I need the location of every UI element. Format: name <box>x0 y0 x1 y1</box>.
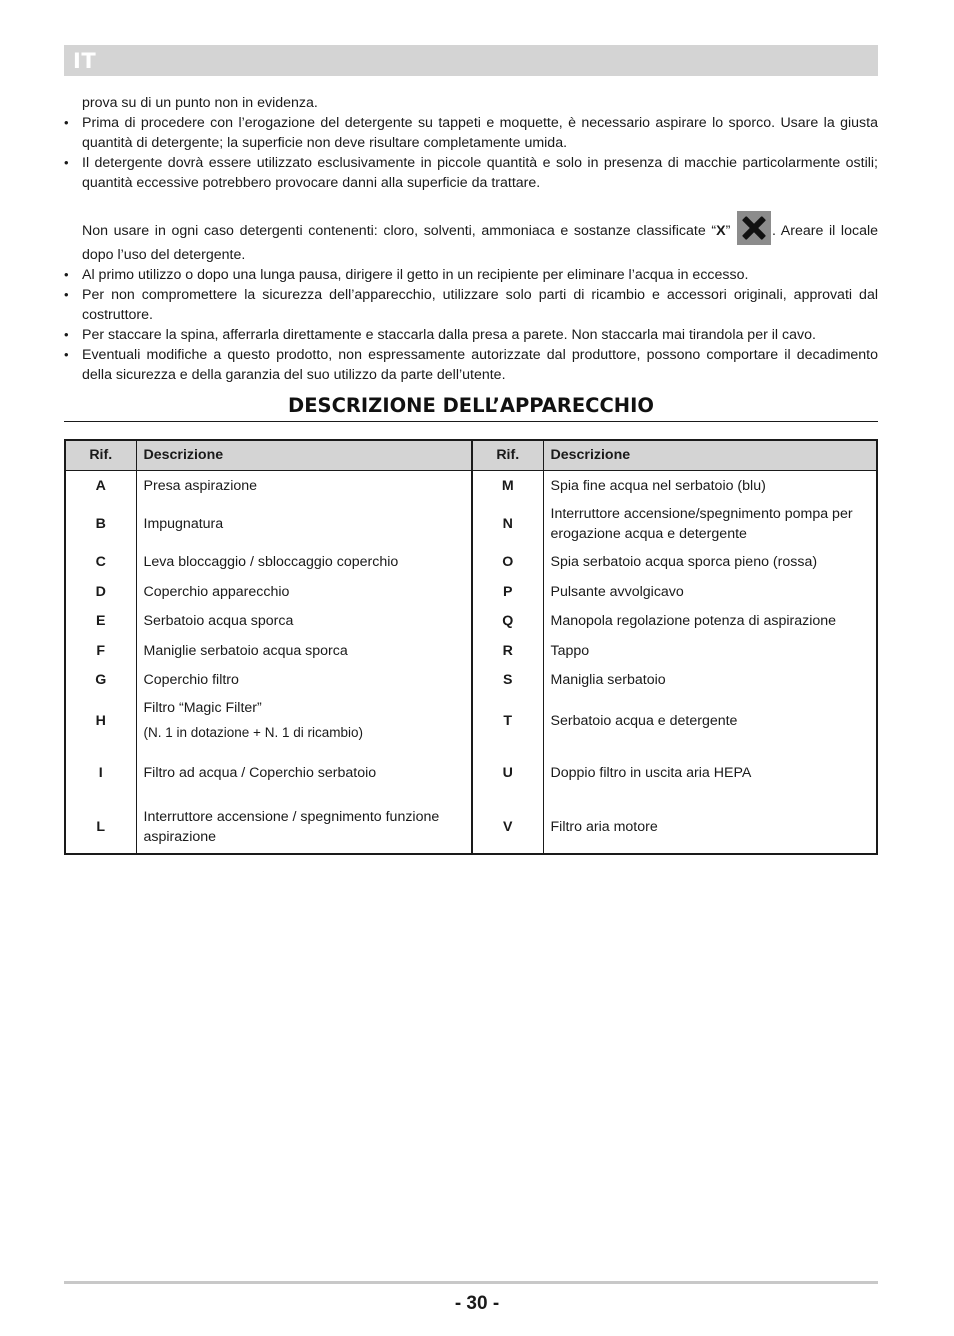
part-description: Serbatoio acqua e detergente <box>550 712 738 729</box>
part-description: Filtro ad acqua / Coperchio serbatoio <box>143 765 377 781</box>
table-row <box>65 665 877 695</box>
part-ref: O <box>472 547 543 577</box>
table-row <box>65 746 877 800</box>
part-ref: C <box>65 547 136 577</box>
part-description: Manopola regolazione potenza di aspirazione <box>550 613 837 629</box>
table-header-row <box>65 440 877 470</box>
part-description-cell <box>136 501 472 547</box>
part-ref: F <box>65 636 136 665</box>
part-note: (N. 1 in dotazione + N. 1 di ricambio) <box>143 725 363 740</box>
part-description-cell <box>136 636 472 665</box>
table-row <box>65 695 877 746</box>
warning-text-end: . Areare il locale dopo l’uso del detergente. <box>82 223 878 263</box>
part-description: Interruttore accensione/spegnimento pompa per erogazione acqua e detergente <box>550 506 853 542</box>
part-description: Pulsante avvolgicavo <box>550 583 684 600</box>
part-description: Maniglia serbatoio <box>550 672 666 688</box>
list-item: • Per staccare la spina, afferrarla direttamente e staccarla dalla presa a parete. Non staccarla mai tirandola per il cavo. <box>64 325 878 345</box>
part-ref: P <box>472 577 543 606</box>
column-header-ref: Rif. <box>65 440 136 470</box>
part-description: Spia fine acqua nel serbatoio (blu) <box>550 477 766 494</box>
harmful-x-icon <box>737 211 771 245</box>
part-description-cell <box>136 606 472 636</box>
part-description-cell <box>136 577 472 606</box>
part-ref: T <box>472 695 543 746</box>
column-header-description: Descrizione <box>543 440 877 470</box>
table-row <box>65 800 877 854</box>
part-description: Filtro “Magic Filter” <box>143 700 262 716</box>
continuation-text: prova su di un punto non in evidenza. <box>82 95 318 111</box>
section-title: DESCRIZIONE DELL’APPARECCHIO <box>64 393 878 422</box>
part-ref: R <box>472 636 543 665</box>
part-description: Maniglie serbatoio acqua sporca <box>143 642 348 659</box>
language-header-bar <box>64 45 878 76</box>
part-ref: I <box>65 746 136 800</box>
part-description-cell <box>136 800 472 854</box>
part-ref: M <box>472 470 543 501</box>
part-description: Filtro aria motore <box>550 818 658 835</box>
hazard-letter: X <box>716 223 726 239</box>
table-row <box>65 636 877 665</box>
part-ref: D <box>65 577 136 606</box>
part-description: Spia serbatoio acqua sporca pieno (rossa) <box>550 554 818 570</box>
warning-text: Non usare in ogni caso detergenti contenenti: cloro, solventi, ammoniaca e sostanze classificate “ <box>82 223 717 239</box>
part-description-cell <box>136 547 472 577</box>
page-number: - 30 - <box>454 1293 500 1314</box>
list-item-text: Il detergente dovrà essere utilizzato esclusivamente in piccole quantità e solo in presenza di macchie particolarmente ostili; quantità eccessive potrebbero provocare danni alla superficie da trattare. <box>82 155 878 191</box>
part-description: Impugnatura <box>143 516 224 532</box>
part-ref: N <box>472 501 543 547</box>
part-description-cell <box>136 470 472 501</box>
part-description-cell <box>136 665 472 695</box>
part-ref: B <box>65 501 136 547</box>
table-row <box>65 577 877 606</box>
parts-description-table <box>64 439 878 855</box>
part-description: Tappo <box>550 642 590 659</box>
part-ref: U <box>472 746 543 800</box>
language-code: IT <box>73 49 97 73</box>
part-ref: Q <box>472 606 543 636</box>
part-description-cell <box>136 746 472 800</box>
list-item: • Al primo utilizzo o dopo una lunga pausa, dirigere il getto in un recipiente per eliminare l’acqua in eccesso. <box>64 265 878 285</box>
footer-divider <box>64 1281 878 1284</box>
table-row <box>65 606 877 636</box>
part-description-cell <box>136 695 472 746</box>
part-ref: V <box>472 800 543 854</box>
list-item: • Per non compromettere la sicurezza dell’apparecchio, utilizzare solo parti di ricambio e accessori originali, approvati dal costruttore. <box>64 285 878 325</box>
part-ref: H <box>65 695 136 746</box>
list-item: • Prima di procedere con l’erogazione del detergente su tappeti e moquette, è necessario aspirare lo sporco. Usare la giusta quantità di detergente; la superficie non deve risultare completamente umida. <box>64 113 878 153</box>
table-row <box>65 470 877 501</box>
list-item: • Eventuali modifiche a questo prodotto, non espressamente autorizzate dal produttore, possono comportare il decadimento della sicurezza e della garanzia del suo utilizzo da parte dell’utente. <box>64 345 878 385</box>
table-row <box>65 501 877 547</box>
part-description: Leva bloccaggio / sbloccaggio coperchio <box>143 554 399 570</box>
part-description: Interruttore accensione / spegnimento funzione aspirazione <box>143 808 440 845</box>
part-description: Doppio filtro in uscita aria HEPA <box>550 765 752 781</box>
column-header-description: Descrizione <box>136 440 472 470</box>
safety-instructions <box>64 93 878 385</box>
column-header-ref: Rif. <box>472 440 543 470</box>
part-ref: L <box>65 800 136 854</box>
part-description: Serbatoio acqua sporca <box>143 613 294 629</box>
part-ref: A <box>65 470 136 501</box>
table-row <box>65 547 877 577</box>
part-ref: S <box>472 665 543 695</box>
instruction-list <box>64 113 878 385</box>
part-description: Coperchio filtro <box>143 672 239 688</box>
part-ref: E <box>65 606 136 636</box>
part-ref: G <box>65 665 136 695</box>
part-description: Coperchio apparecchio <box>143 583 290 600</box>
part-description: Presa aspirazione <box>143 477 258 494</box>
list-item: • Il detergente dovrà essere utilizzato esclusivamente in piccole quantità e solo in presenza di macchie particolarmente ostili; quantità eccessive potrebbero provocare danni alla superficie da trattare. Non usare in ogni caso detergenti contenenti: cloro, solventi, ammoniaca e sostanze classificate “X” . Areare il locale dopo l’uso del detergente. <box>64 153 878 265</box>
